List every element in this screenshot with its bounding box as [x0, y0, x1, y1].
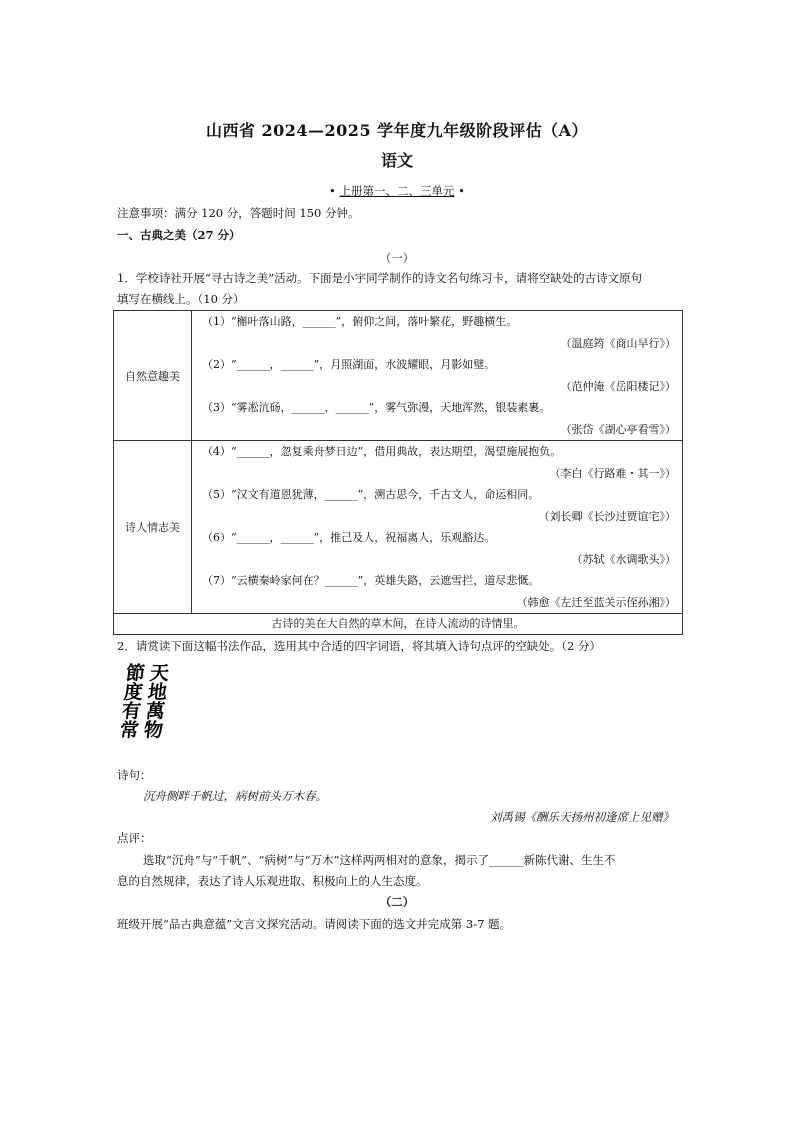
card-row-poet	[114, 441, 683, 614]
card-item: （1）“槲叶落山路，______”，俯仰之间，落叶繁花，野趣横生。	[202, 315, 518, 328]
card-source: （刘长卿《长沙过贾谊宅》）	[538, 509, 676, 523]
card-source: （韩愈《左迁至蓝关示侄孙湘》）	[516, 595, 676, 609]
card-source: （温庭筠《商山早行》）	[560, 336, 676, 350]
poem-line: 沉舟侧畔千帆过，病树前头万木春。	[143, 789, 327, 803]
card-content	[192, 441, 683, 614]
card-category: 诗人情志美	[114, 441, 192, 614]
poetry-cards-table	[113, 310, 683, 635]
scope-line	[0, 183, 794, 199]
card-source: （苏轼《水调歌头》）	[571, 552, 676, 566]
cards-summary: 古诗的美在大自然的草木间，在诗人流动的诗情里。	[114, 614, 683, 635]
card-category: 自然意趣美	[114, 311, 192, 441]
card-item: （2）“______，______”，月照湖面，水波耀眼，月影如璧。	[202, 358, 496, 371]
card-item: （6）“______，______”，推己及人，祝福离人，乐观豁达。	[202, 531, 496, 544]
card-source: （张岱《湖心亭看雪》）	[560, 422, 676, 436]
card-item: （3）“雾凇沆砀，______，______”，雾气弥漫，天地浑然，银装素裹。	[202, 401, 551, 414]
calligraphy-artwork	[118, 663, 168, 755]
notice-line: 注意事项：满分 120 分，答题时间 150 分钟。	[117, 206, 360, 220]
part-label-1: （一）	[379, 251, 415, 265]
poem-label: 诗句：	[117, 768, 152, 782]
question-2-line: 2．请赏读下面这幅书法作品，选用其中合适的四字词语，将其填入诗句点评的空缺处。（2 分）	[117, 639, 602, 653]
question-1-line-2: 填写在横线上。（10 分）	[117, 292, 245, 306]
subject-title: 语文	[380, 151, 413, 170]
part-label-2: （二）	[379, 895, 415, 909]
comment-label: 点评：	[117, 831, 152, 845]
card-row-summary	[114, 614, 683, 635]
card-content	[192, 311, 683, 441]
scope-suffix: •	[454, 184, 465, 198]
part-2-intro: 班级开展“品古典意蕴”文言文探究活动。请阅读下面的选文并完成第 3-7 题。	[117, 917, 512, 931]
poem-source: 刘禹锡《酬乐天扬州初逢席上见赠》	[490, 810, 674, 824]
comment-line-1: 选取“沉舟”与“千帆”、“病树”与“万木”这样两两相对的意象，揭示了______新陈代谢、生生不	[143, 853, 616, 867]
card-item: （7）“云横秦岭家何在？______”，英雄失路，云遮雪拦，道尽悲慨。	[202, 574, 540, 587]
page-title: 山西省 2024—2025 学年度九年级阶段评估（A）	[205, 121, 589, 140]
scope-text: 上册第一、二、三单元	[339, 184, 455, 198]
comment-line-2: 息的自然规律，表达了诗人乐观进取、积极向上的人生态度。	[117, 874, 428, 888]
scope-prefix: •	[329, 184, 340, 198]
question-1-line-1: 1．学校诗社开展“寻古诗之美”活动。下面是小宇同学制作的诗文名句练习卡，请将空缺处的古诗文原句	[117, 271, 643, 285]
card-row-nature	[114, 311, 683, 441]
card-item: （5）“汉文有道恩犹薄，______”，溯古思今，千古文人，命运相同。	[202, 488, 540, 501]
section-heading: 一、古典之美（27 分）	[117, 228, 241, 242]
card-source: （范仲淹《岳阳楼记》）	[560, 379, 676, 393]
calligraphy-right-column: 天地萬物	[140, 663, 170, 739]
card-item: （4）“______，忽复乘舟梦日边”，借用典故，表达期望，渴望施展抱负。	[202, 445, 562, 458]
card-source: （李白《行路难・其一》）	[549, 466, 676, 480]
calligraphy-left-column: 節度有常	[116, 663, 146, 739]
